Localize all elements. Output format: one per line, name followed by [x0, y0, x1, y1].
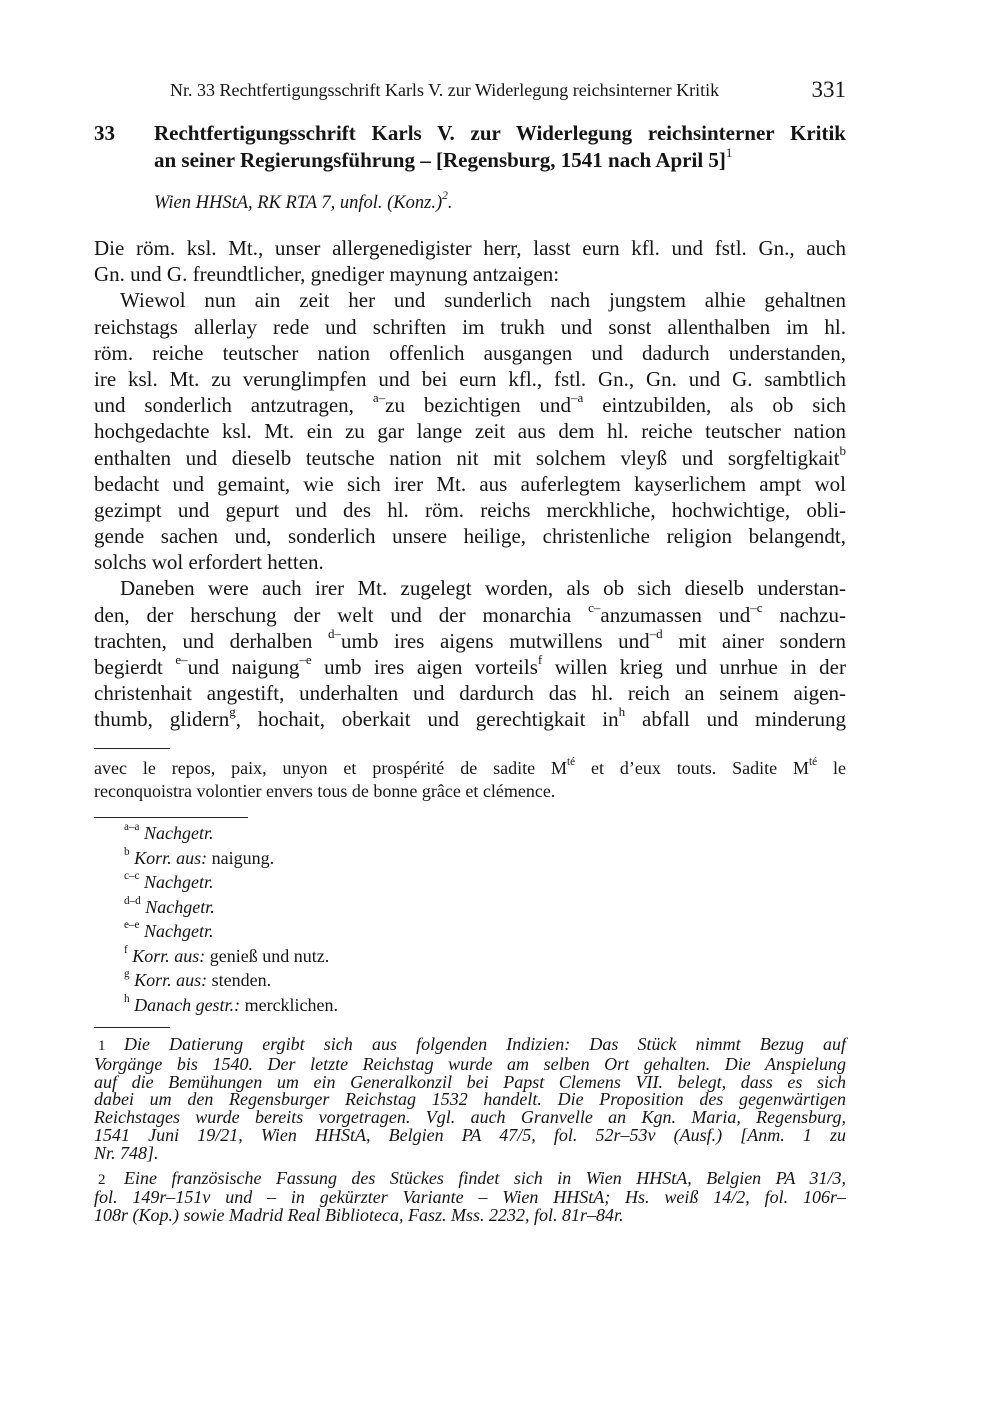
apparatus-entry: $^{d-d}$ Nachgetr.: [124, 894, 215, 917]
text-line: den, der herschung der welt und der monarchia $^{c-}$anzumassen und$^{-c}$ nachzu-: [94, 599, 846, 627]
footnote-line: fol. 149r–151v und – in gekürzter Variante – Wien HHStA; Hs. weiß 14/2, fol. 106r–: [94, 1187, 846, 1208]
apparatus-ref[interactable]: d–: [328, 625, 342, 641]
apparatus-ref[interactable]: –e: [299, 652, 312, 668]
apparatus-entry: $^{c-c}$ Nachgetr.: [124, 870, 214, 892]
text-line: Die röm. ksl. Mt., unser allergenedigister herr, lasst eurn kfl. und fstl. Gn., auch: [94, 236, 846, 260]
footnote-line: 1541 Juni 19/21, Wien HHStA, Belgien PA 47/5, fol. 52r–53v (Ausf.) [Anm. 1 zu: [94, 1124, 846, 1145]
running-header: [170, 77, 846, 108]
footnote-ref[interactable]: 1: [725, 145, 733, 161]
source-citation: Wien HHStA, RK RTA 7, unfol. (Konz.)$^2$.: [154, 190, 453, 213]
footnote-ref[interactable]: 2: [442, 190, 448, 203]
text-line: Gn. und G. freundtlicher, gnediger maynung antzaigen:: [94, 262, 560, 287]
text-line: gezimpt und gepurt und des hl. röm. reichs merckhliche, hochwichtige, obli-: [94, 497, 846, 522]
french-variant-note: [94, 757, 846, 803]
text-line: bedacht und gemaint, wie sich irer Mt. aus auferlegtem kayserlichem ampt wol: [94, 471, 846, 496]
apparatus-ref[interactable]: c–: [588, 599, 601, 615]
critical-apparatus: [124, 821, 338, 1017]
apparatus-ref[interactable]: b: [839, 442, 846, 458]
text-line: avec le repos, paix, unyon et prospérité de sadite $M^{té}$ et d’eux touts. Sadite $M^{té}$ le: [94, 756, 846, 778]
document-title-line: an seiner Regierungsführung – [Regensburg, 1541 nach April 5]$^1$: [154, 145, 733, 172]
apparatus-entry: $^b$ Korr. aus: naigung.: [124, 845, 275, 868]
text-line: begierdt $^{e-}$und naigung$^{-e}$ umb ires aigen vorteils$^f$ willen krieg und unrhue in der: [94, 652, 847, 679]
text-line: reconquoistra volontier envers tous de bonne grâce et clémence.: [94, 781, 556, 801]
footnote-number: 2: [98, 1171, 106, 1188]
text-line: Daneben were auch irer Mt. zugelegt worden, als ob sich dieselb understan-: [120, 576, 846, 601]
text-line: hochgedachte ksl. Mt. ein zu gar lange zeit aus dem hl. reiche teutscher nation: [94, 419, 846, 444]
apparatus-ref[interactable]: g: [229, 704, 236, 720]
footnote-line: Vorgänge bis 1540. Der letzte Reichstag wurde am selben Ort gehalten. Die Anspielung: [94, 1053, 846, 1074]
apparatus-entry: $^f$ Korr. aus: genieß und nutz.: [124, 943, 330, 966]
apparatus-ref[interactable]: f: [537, 652, 543, 668]
apparatus-ref[interactable]: e–: [175, 652, 188, 668]
running-title: Nr. 33 Rechtfertigungsschrift Karls V. zur Widerlegung reichsinterner Kritik: [170, 80, 720, 100]
apparatus-entry: $^{a-a}$ Nachgetr.: [124, 821, 214, 843]
text-line: thumb, glidern$^g$, hochait, oberkait und gerechtigkait $in^h$ abfall und minderung: [94, 704, 846, 732]
document-number: 33: [94, 121, 115, 145]
footnotes: [94, 1036, 846, 1225]
text-line: christenhait angestift, underhalten und dardurch das hl. reich an seinem aigen-: [94, 681, 846, 706]
footnote-line: Nr. 748].: [94, 1142, 159, 1163]
apparatus-entry: $^g$ Korr. aus: stenden.: [124, 968, 272, 990]
apparatus-entry: $^{e-e}$ Nachgetr.: [124, 919, 214, 941]
divider: [94, 817, 248, 818]
apparatus-ref[interactable]: –a: [571, 390, 584, 406]
apparatus-entry: $^h$ Danach gestr.: mercklichen.: [124, 992, 339, 1015]
divider: [94, 748, 170, 749]
body-text: [94, 235, 846, 733]
apparatus-ref[interactable]: –d: [649, 625, 663, 641]
footnote-line: auf die Bemühungen um ein Generalkonzil bei Papst Clemens VII. belegt, dass es sich: [94, 1071, 846, 1092]
footnote-line: 108r (Kop.) sowie Madrid Real Biblioteca, Fasz. Mss. 2232, fol. 81r–84r.: [94, 1205, 624, 1226]
document-title: [154, 120, 846, 174]
apparatus-ref[interactable]: a–: [372, 390, 386, 406]
text-line: trachten, und derhalben $^{d-}$umb ires aigens mutwillens und$^{-d}$ mit ainer sondern: [94, 625, 847, 653]
document-title-line: Rechtfertigungsschrift Karls V. zur Widerlegung reichsinterner Kritik: [154, 121, 846, 145]
text-line: und sonderlich antzutragen, $^{a-}$zu bezichtigen und$^{-a}$ eintzubilden, als ob sich: [94, 390, 847, 418]
text-line: ire ksl. Mt. zu verunglimpfen und bei eurn kfl., fstl. Gn., Gn. und G. sambtlich: [94, 366, 846, 391]
footnote-line: 2 Eine französische Fassung des Stückes findet sich in Wien HHStA, Belgien PA 31/3,: [94, 1170, 846, 1190]
apparatus-ref[interactable]: h: [618, 704, 626, 720]
text-line: Wiewol nun ain zeit her und sunderlich nach jungstem alhie gehaltnen: [120, 288, 846, 313]
page-number: 331: [811, 77, 846, 102]
text-line: enthalten und dieselb teutsche nation nit mit solchem vleyß und sorgfeltigkait$^b$: [94, 442, 846, 470]
footnote-number: 1: [98, 1038, 106, 1054]
text-line: gende sachen und, sonderlich unsere heilige, christenliche religion belangendt,: [94, 524, 846, 549]
text-line: solchs wol erfordert hetten.: [94, 550, 324, 575]
divider: [94, 1027, 170, 1028]
footnote-line: Reichstages wurde bereits vorgetragen. Vgl. auch Granvelle an Kgn. Maria, Regensburg,: [94, 1107, 846, 1128]
apparatus-ref[interactable]: –c: [750, 599, 763, 615]
text-line: röm. reiche teutscher nation offenlich ausgangen und dadurch understanden,: [94, 340, 846, 365]
footnote-line: 1 Die Datierung ergibt sich aus folgenden Indizien: Das Stück nimmt Bezug auf: [94, 1036, 846, 1056]
footnote-line: dabei um den Regensburger Reichstag 1532 handelt. Die Proposition des gegenwärtigen: [94, 1089, 846, 1110]
text-line: reichstags allerlay rede und schriften im trukh und sonst allenthalben im hl.: [94, 314, 846, 339]
